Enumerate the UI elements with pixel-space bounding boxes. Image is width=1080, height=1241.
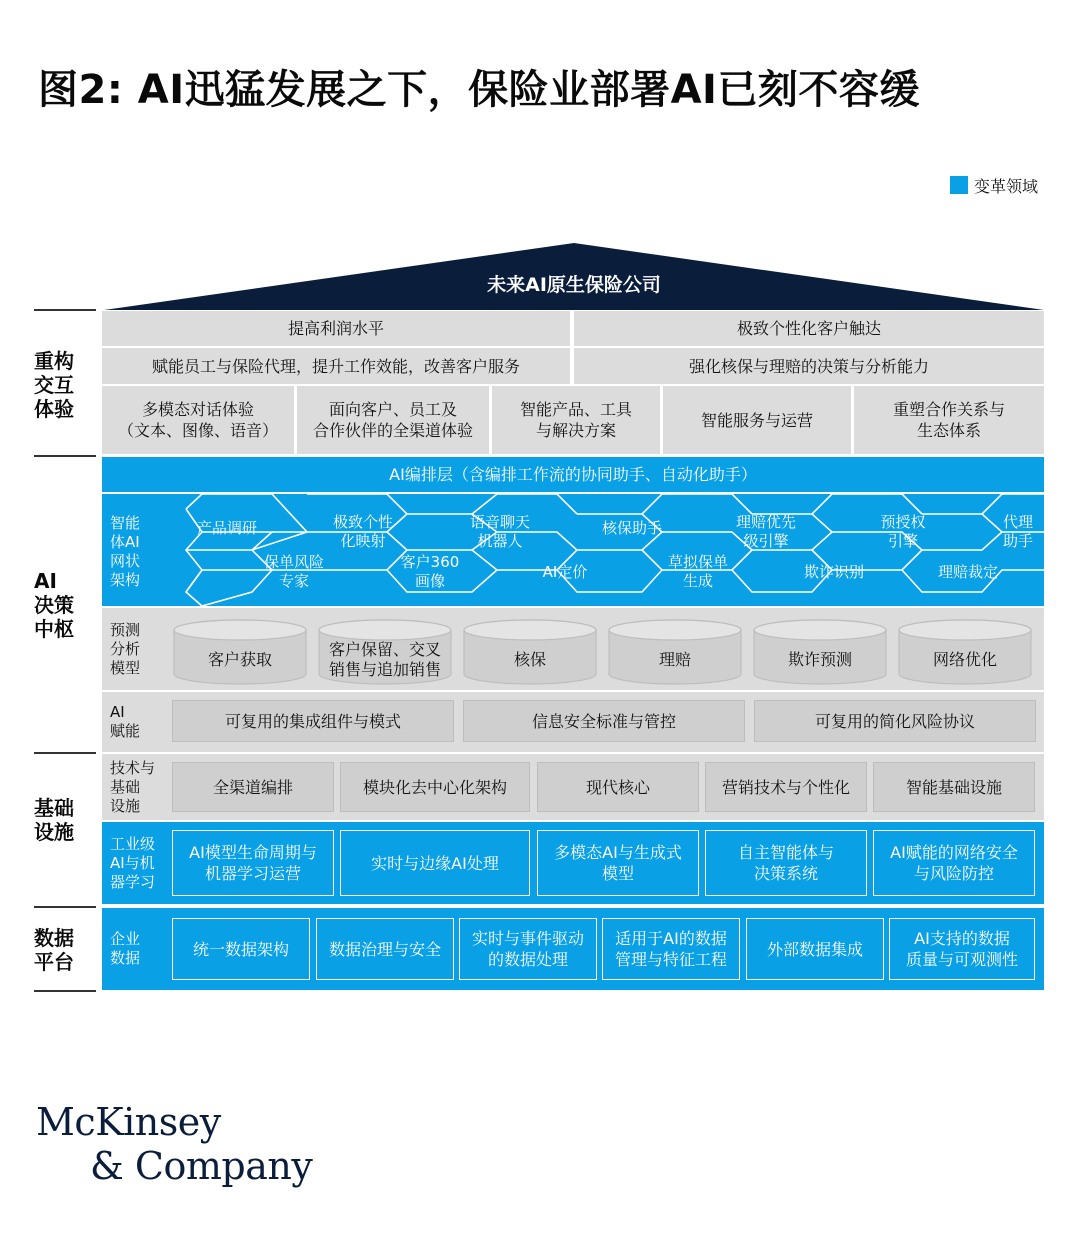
data-unified-arch: 统一数据架构 bbox=[172, 918, 310, 980]
goal-personalization: 极致个性化客户触达 bbox=[574, 311, 1044, 346]
ml-label: 工业级 AI与机 器学习 bbox=[110, 834, 156, 891]
enable-label: AI 赋能 bbox=[110, 703, 141, 740]
mckinsey-logo-line1: McKinsey bbox=[36, 1100, 221, 1144]
layer-label-decision: AI 决策 中枢 bbox=[34, 569, 74, 641]
agent-assistant: 代理 助手 bbox=[1002, 513, 1033, 550]
agent-fraud-detection: 欺诈识别 bbox=[803, 562, 864, 581]
layer-separator bbox=[34, 309, 96, 311]
agent-preauth: 预授权 引擎 bbox=[880, 513, 926, 550]
layer-label-data: 数据 平台 bbox=[34, 926, 74, 974]
goal-empower: 赋能员工与保险代理，提升工作效能，改善客户服务 bbox=[102, 348, 570, 384]
data-feature-eng: 适用于AI的数据 管理与特征工程 bbox=[602, 918, 740, 980]
model-retention: 客户保留、交叉 销售与追加销售 bbox=[328, 640, 441, 679]
tech-omnichannel: 全渠道编排 bbox=[172, 762, 334, 812]
agent-policy-risk: 保单风险 专家 bbox=[263, 553, 324, 590]
agent-claims-priority: 理赔优先 级引擎 bbox=[735, 513, 796, 550]
ml-cybersecurity: AI赋能的网络安全 与风险防控 bbox=[873, 830, 1035, 896]
ml-autonomous: 自主智能体与 决策系统 bbox=[705, 830, 867, 896]
enable-security: 信息安全标准与管控 bbox=[463, 700, 745, 742]
model-underwriting: 核保 bbox=[513, 650, 546, 669]
exp-multimodal: 多模态对话体验 （文本、图像、语音） bbox=[102, 386, 294, 454]
tech-modular: 模块化去中心化架构 bbox=[340, 762, 530, 812]
enable-integration: 可复用的集成组件与模式 bbox=[172, 700, 454, 742]
agent-customer-360: 客户360 画像 bbox=[400, 553, 460, 590]
agent-underwriting: 核保助手 bbox=[601, 518, 662, 537]
layer-label-interaction: 重构 交互 体验 bbox=[34, 349, 74, 421]
tech-label: 技术与 基础 设施 bbox=[110, 758, 156, 815]
exp-products: 智能产品、工具 与解决方案 bbox=[492, 386, 660, 454]
goal-decision: 强化核保与理赔的决策与分析能力 bbox=[574, 348, 1044, 384]
predictive-label: 预测 分析 模型 bbox=[110, 620, 141, 677]
exp-omnichannel: 面向客户、员工及 合作伙伴的全渠道体验 bbox=[297, 386, 489, 454]
enable-risk-protocol: 可复用的简化风险协议 bbox=[754, 700, 1036, 742]
layer-separator bbox=[34, 906, 96, 908]
layer-separator bbox=[34, 990, 96, 992]
enterprise-label: 企业 数据 bbox=[110, 930, 141, 967]
exp-service: 智能服务与运营 bbox=[663, 386, 851, 454]
agent-policy-drafting: 草拟保单 生成 bbox=[667, 553, 728, 590]
orchestration-layer: AI编排层（含编排工作流的协同助手、自动化助手） bbox=[102, 457, 1044, 492]
model-fraud: 欺诈预测 bbox=[787, 650, 852, 669]
exp-ecosystem: 重塑合作关系与 生态体系 bbox=[854, 386, 1044, 454]
layer-separator bbox=[34, 455, 96, 457]
agent-product-research: 产品调研 bbox=[196, 518, 257, 537]
model-network: 网络优化 bbox=[932, 650, 997, 669]
agent-pricing: AI定价 bbox=[542, 562, 588, 581]
layer-label-infrastructure: 基础 设施 bbox=[34, 796, 74, 844]
ml-edge: 实时与边缘AI处理 bbox=[340, 830, 530, 896]
agent-claims-adjudication: 理赔裁定 bbox=[937, 562, 998, 581]
agent-personalization: 极致个性 化映射 bbox=[332, 513, 393, 550]
agent-voice-chatbot: 语音聊天 机器人 bbox=[469, 513, 530, 550]
model-acquisition: 客户获取 bbox=[207, 650, 272, 669]
legend-label: 变革领域 bbox=[974, 177, 1039, 196]
page-title: 图2: AI迅猛发展之下，保险业部署AI已刻不容缓 bbox=[38, 67, 920, 113]
legend-swatch bbox=[950, 176, 968, 194]
tech-core: 现代核心 bbox=[537, 762, 699, 812]
layer-separator bbox=[34, 752, 96, 754]
tech-martech: 营销技术与个性化 bbox=[705, 762, 867, 812]
data-quality: AI支持的数据 质量与可观测性 bbox=[889, 918, 1035, 980]
goal-profit: 提高利润水平 bbox=[102, 311, 570, 346]
ml-lifecycle: AI模型生命周期与 机器学习运营 bbox=[172, 830, 334, 896]
ml-generative: 多模态AI与生成式 模型 bbox=[537, 830, 699, 896]
data-event-driven: 实时与事件驱动 的数据处理 bbox=[459, 918, 597, 980]
data-governance: 数据治理与安全 bbox=[316, 918, 454, 980]
agent-mesh-label: 智能 体AI 网状 架构 bbox=[110, 514, 141, 589]
data-external: 外部数据集成 bbox=[746, 918, 884, 980]
tech-smart-infra: 智能基础设施 bbox=[873, 762, 1035, 812]
mckinsey-logo-line2: & Company bbox=[90, 1144, 313, 1188]
model-claims: 理赔 bbox=[658, 650, 691, 669]
roof-title: 未来AI原生保险公司 bbox=[487, 274, 661, 296]
